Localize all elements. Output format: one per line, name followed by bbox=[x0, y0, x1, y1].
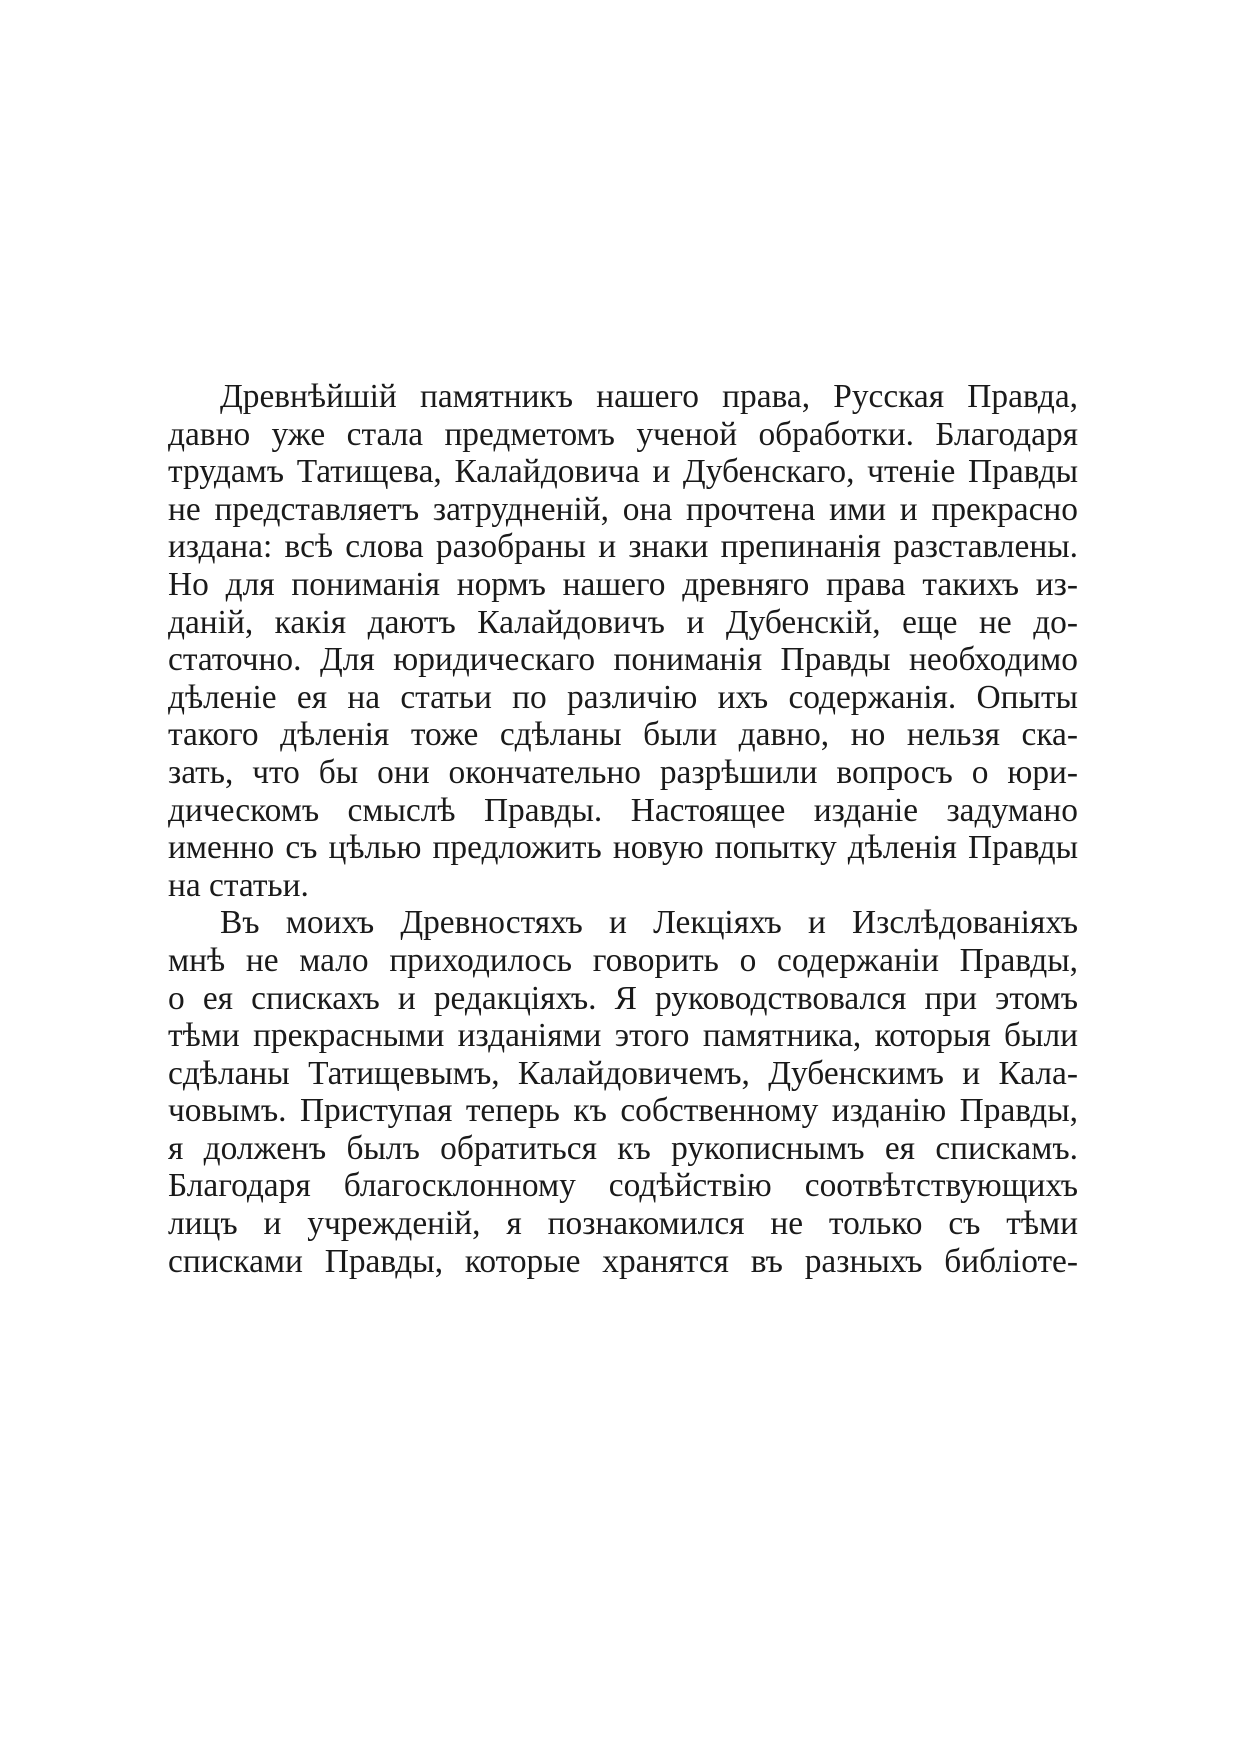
text-line: даній, какія даютъ Калайдовичъ и Дубенскій, еще не до- bbox=[168, 603, 1078, 641]
text-line: лицъ и учрежденій, я познакомился не только съ тѣми bbox=[168, 1205, 1078, 1243]
text-line: на статьи. bbox=[168, 866, 309, 904]
text-line: мнѣ не мало приходилось говорить о содержаніи Правды, bbox=[168, 941, 1078, 979]
text-line: такого дѣленія тоже сдѣланы были давно, но нельзя ска- bbox=[168, 716, 1078, 754]
text-line: дическомъ смыслѣ Правды. Настоящее изданіе задумано bbox=[168, 791, 1078, 829]
text-line: не представляетъ затрудненій, она прочтена ими и прекрасно bbox=[168, 490, 1078, 528]
text-line: Благодаря благосклонному содѣйствію соотвѣтствующихъ bbox=[168, 1167, 1078, 1205]
text-line: зать, что бы они окончательно разрѣшили вопросъ о юри- bbox=[168, 753, 1078, 791]
text-line: издана: всѣ слова разобраны и знаки препинанія разставлены. bbox=[168, 528, 1078, 566]
text-line: Древнѣйшій памятникъ нашего права, Русская Правда, bbox=[220, 378, 1078, 415]
text-line: о ея спискахъ и редакціяхъ. Я руководствовался при этомъ bbox=[168, 979, 1078, 1017]
text-line: дѣленіе ея на статьи по различію ихъ содержанія. Опыты bbox=[168, 678, 1078, 716]
text-line: списками Правды, которые хранятся въ разныхъ библіоте- bbox=[168, 1242, 1078, 1280]
text-line: тѣми прекрасными изданіями этого памятника, которыя были bbox=[168, 1017, 1078, 1055]
text-line: сдѣланы Татищевымъ, Калайдовичемъ, Дубенскимъ и Кала- bbox=[168, 1054, 1078, 1092]
text-line: именно съ цѣлью предложить новую попытку дѣленія Правды bbox=[168, 829, 1078, 867]
text-line: Въ моихъ Древностяхъ и Лекціяхъ и Изслѣдованіяхъ bbox=[220, 904, 1078, 942]
paragraph-1 bbox=[168, 378, 1078, 904]
text-line: давно уже стала предметомъ ученой обработки. Благодаря bbox=[168, 415, 1078, 453]
paragraph-2 bbox=[168, 904, 1078, 1280]
text-line: трудамъ Татищева, Калайдовича и Дубенскаго, чтеніе Правды bbox=[168, 453, 1078, 491]
text-line: Но для пониманія нормъ нашего древняго права такихъ из- bbox=[168, 565, 1078, 603]
text-line: статочно. Для юридическаго пониманія Правды необходимо bbox=[168, 641, 1078, 679]
text-line: човымъ. Приступая теперь къ собственному изданію Правды, bbox=[168, 1092, 1078, 1130]
page-text bbox=[168, 378, 1078, 1280]
text-line: я долженъ былъ обратиться къ рукописнымъ ея спискамъ. bbox=[168, 1129, 1078, 1167]
